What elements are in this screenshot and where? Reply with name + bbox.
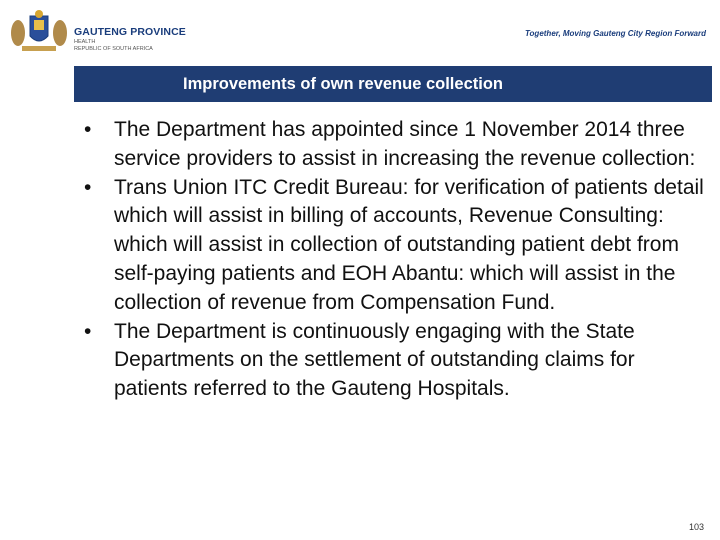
bullet-text: The Department has appointed since 1 November 2014 three service providers to assist in increasing the revenue collection: — [114, 118, 696, 170]
logo-title: GAUTENG PROVINCE — [74, 26, 186, 38]
bullet-item — [84, 116, 704, 174]
bullet-text: The Department is continuously engaging with the State Departments on the settlement of outstanding claims for patients referred to the Gauteng Hospitals. — [114, 319, 635, 401]
coat-of-arms-icon — [8, 8, 70, 54]
slogan: Together, Moving Gauteng City Region Forward — [524, 29, 706, 38]
bullet-icon: • — [84, 118, 92, 141]
page-number: 103 — [688, 522, 704, 532]
bullet-item — [84, 174, 704, 318]
bullet-icon: • — [84, 175, 92, 199]
logo-department: HEALTH — [74, 39, 96, 45]
slide-title: Improvements of own revenue collection — [183, 74, 503, 93]
slide-title-bar — [74, 66, 712, 102]
logo-text — [74, 26, 186, 53]
logo-country: REPUBLIC OF SOUTH AFRICA — [74, 46, 153, 52]
bullet-list — [84, 116, 704, 404]
slide-content — [84, 116, 704, 404]
slide-header — [0, 0, 720, 62]
bullet-item — [84, 318, 704, 404]
bullet-icon: • — [84, 319, 92, 343]
bullet-text: Trans Union ITC Credit Bureau: for verification of patients detail which will assist in billing of accounts, Revenue Consulting: which will assist in collection of outstanding patient debt from self-paying patients and EOH Abantu: which will assist in the collection of revenue from Compensation Fund. — [114, 175, 704, 314]
